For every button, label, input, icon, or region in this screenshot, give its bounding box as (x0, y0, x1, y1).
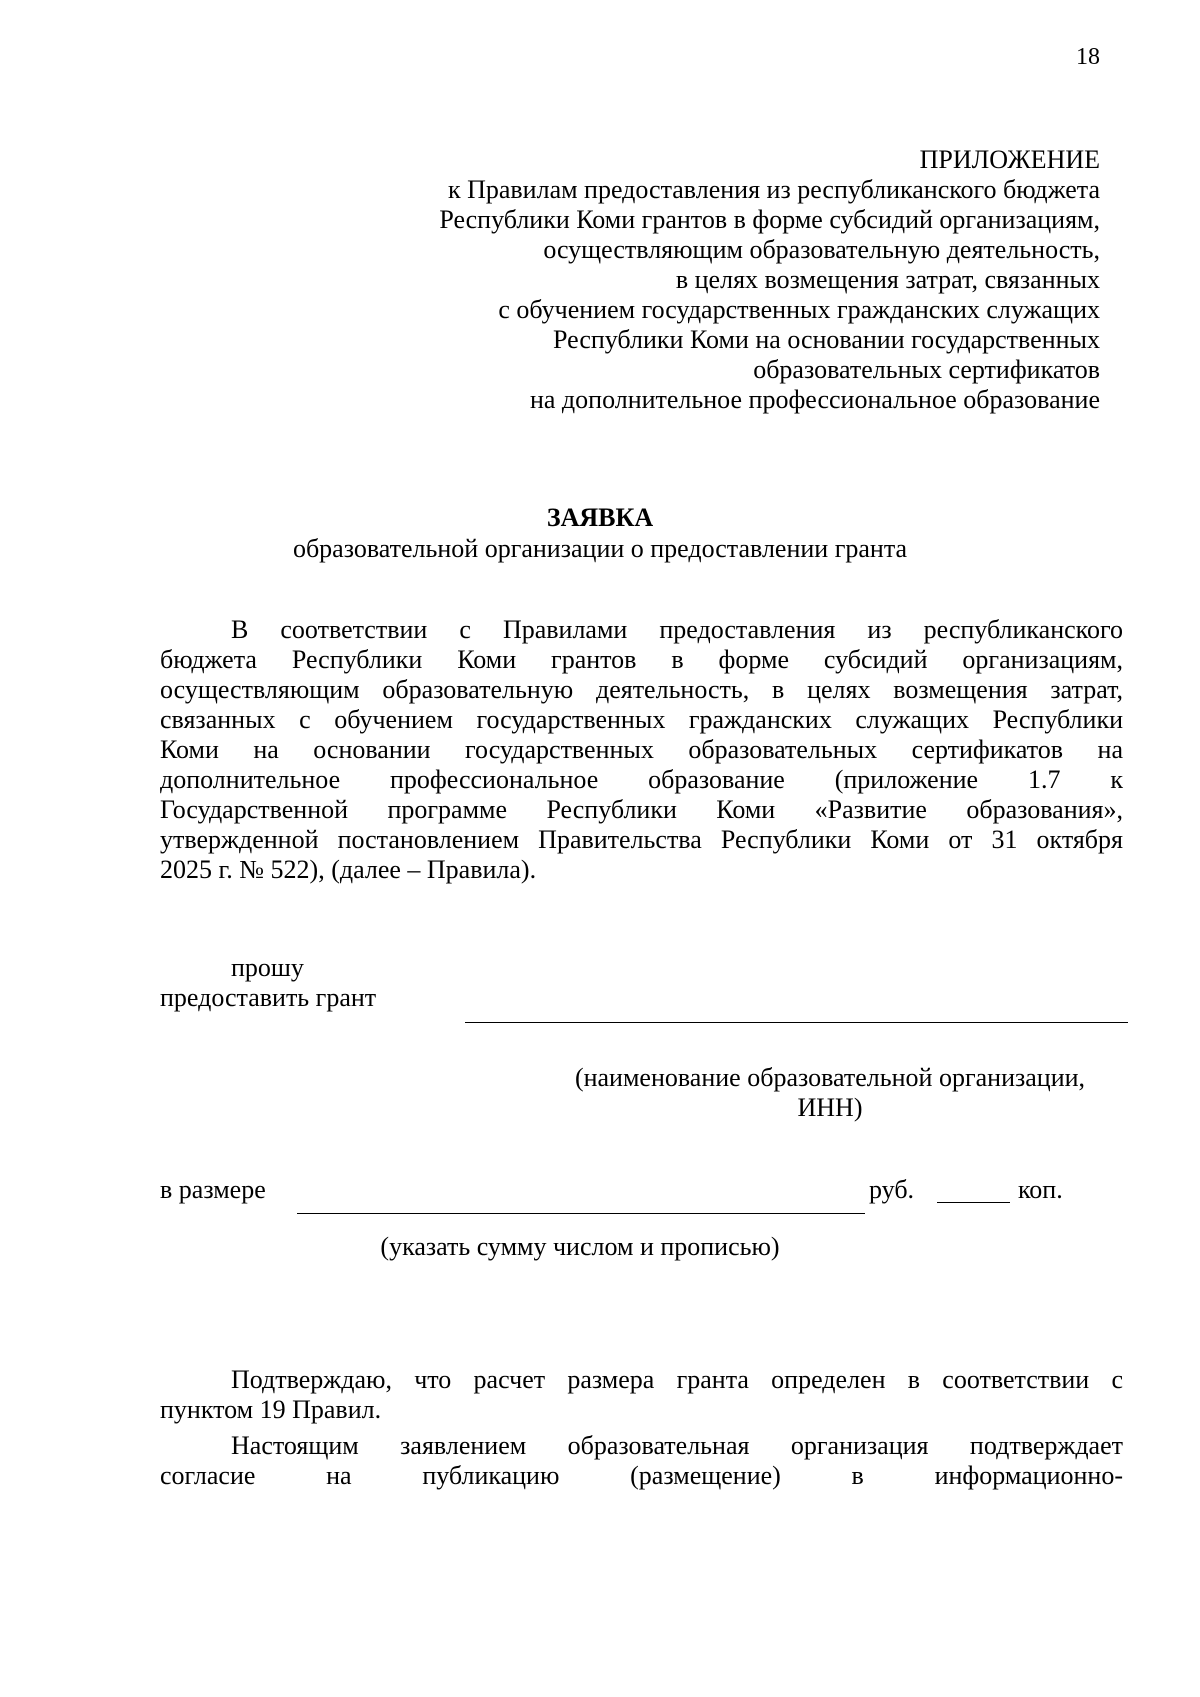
paragraph-line: Подтверждаю, что расчет размера гранта определен в соответствии с (231, 1365, 1123, 1394)
kop-label: коп. (1018, 1175, 1063, 1204)
paragraph-confirm (160, 1365, 1123, 1425)
paragraph-line: Коми на основании государственных образовательных сертификатов на (160, 735, 1123, 764)
paragraph-intro (160, 615, 1123, 885)
rub-label: руб. (869, 1175, 915, 1204)
document-title: ЗАЯВКА (546, 503, 654, 532)
appendix-line: с обучением государственных гражданских служащих (498, 295, 1100, 324)
document-subtitle: образовательной организации о предоставлении гранта (292, 534, 908, 563)
grant-label: предоставить грант (160, 983, 377, 1012)
paragraph-line: Настоящим заявлением образовательная организация подтверждает (231, 1431, 1123, 1460)
paragraph-consent (160, 1431, 1123, 1491)
org-hint-line: ИНН) (797, 1093, 863, 1122)
appendix-block (200, 145, 1100, 415)
amount-label: в размере (160, 1175, 266, 1204)
request-word: прошу (231, 953, 304, 982)
org-name-blank[interactable] (465, 1022, 1128, 1023)
paragraph-line: Государственной программе Республики Коми «Развитие образования», (160, 795, 1123, 824)
paragraph-line: утвержденной постановлением Правительства Республики Коми от 31 октября (160, 825, 1123, 854)
appendix-line: в целях возмещения затрат, связанных (675, 265, 1100, 294)
appendix-line: образовательных сертификатов (753, 355, 1100, 384)
appendix-line: осуществляющим образовательную деятельность, (543, 235, 1100, 264)
org-name-hint (500, 1063, 1160, 1123)
appendix-line: к Правилам предоставления из республиканского бюджета (447, 175, 1100, 204)
appendix-line: Республики Коми грантов в форме субсидий организациям, (439, 205, 1100, 234)
org-hint-line: (наименование образовательной организации, (574, 1063, 1086, 1092)
page-number: 18 (1076, 44, 1100, 70)
paragraph-line: пунктом 19 Правил. (160, 1395, 382, 1424)
paragraph-line: бюджета Республики Коми грантов в форме субсидий организациям, (160, 645, 1123, 674)
appendix-heading: ПРИЛОЖЕНИЕ (919, 145, 1100, 174)
paragraph-line: осуществляющим образовательную деятельность, в целях возмещения затрат, (160, 675, 1123, 704)
amount-blank[interactable] (297, 1213, 865, 1214)
appendix-line: Республики Коми на основании государственных (553, 325, 1100, 354)
paragraph-line: В соответствии с Правилами предоставления из республиканского (231, 615, 1123, 644)
paragraph-line: связанных с обучением государственных гражданских служащих Республики (160, 705, 1123, 734)
paragraph-line: 2025 г. № 522), (далее – Правила). (160, 855, 537, 884)
appendix-line: на дополнительное профессиональное образование (529, 385, 1100, 414)
kop-blank[interactable] (937, 1202, 1010, 1203)
paragraph-line: дополнительное профессиональное образование (приложение 1.7 к (160, 765, 1123, 794)
amount-hint: (указать сумму числом и прописью) (380, 1232, 780, 1261)
paragraph-line: согласие на публикацию (размещение) в информационно- (160, 1461, 1123, 1490)
